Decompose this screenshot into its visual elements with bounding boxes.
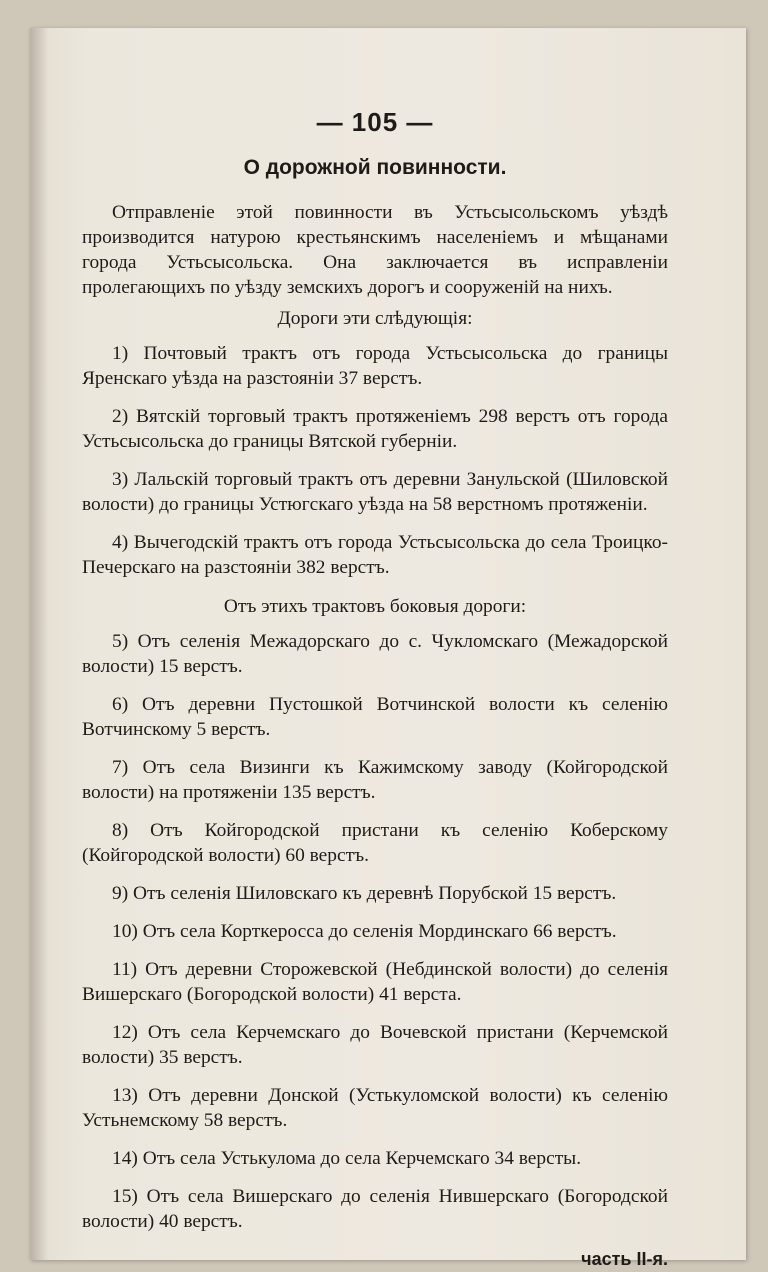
- road-item: 2) Вятскій торговый трактъ протяженіемъ 298 верстъ отъ города Устьсысольска до границы Вятской губерніи.: [82, 406, 668, 452]
- side-road-item: 5) Отъ селенія Межадорскаго до с. Чукломскаго (Межадорской волости) 15 верстъ.: [82, 631, 668, 677]
- side-road-item: 6) Отъ деревни Пустошкой Вотчинской волости къ селенію Вотчинскому 5 верстъ.: [82, 694, 668, 740]
- side-road-item: 10) Отъ села Корткеросса до селенія Мординскаго 66 верстъ.: [112, 921, 617, 942]
- page-content: [82, 107, 668, 1272]
- section-heading: О дорожной повинности.: [243, 156, 507, 179]
- page-number: — 105 —: [316, 107, 434, 137]
- side-road-item: 9) Отъ селенія Шиловскаго къ деревнѣ Порубской 15 верстъ.: [112, 883, 617, 904]
- side-roads-subheading: Отъ этихъ трактовъ боковыя дороги:: [223, 596, 527, 617]
- road-item: 3) Лальскій торговый трактъ отъ деревни Занульской (Шиловской волости) до границы Устюгскаго уѣзда на 58 верстномъ протяженіи.: [82, 469, 668, 515]
- book-page: [30, 28, 746, 1269]
- side-road-item: 12) Отъ села Керчемскаго до Вочевской пристани (Керчемской волости) 35 верстъ.: [82, 1022, 668, 1068]
- side-road-item: 7) Отъ села Визинги къ Кажимскому заводу (Койгородской волости) на протяженіи 135 верстъ.: [82, 757, 668, 803]
- side-road-item: 11) Отъ деревни Сторожевской (Небдинской волости) до селенія Вишерскаго (Богородской волости) 41 верста.: [82, 959, 668, 1005]
- roads-subheading: Дороги эти слѣдующія:: [277, 308, 473, 329]
- signature-mark: часть II-я.: [581, 1249, 668, 1269]
- road-item: 1) Почтовый трактъ отъ города Устьсысольска до границы Яренскаго уѣзда на разстояніи 37 верстъ.: [82, 343, 668, 389]
- intro-paragraph: Отправленіе этой повинности въ Устьсысольскомъ уѣздѣ производится натурою крестьянскимъ населеніемъ и мѣщанами города Устьсысольска. Она заключается въ исправленіи пролегающихъ по уѣзду земскихъ дорогъ и сооруженій на нихъ.: [82, 202, 668, 298]
- side-road-item: 15) Отъ села Вишерскаго до селенія Нившерскаго (Богородской волости) 40 верстъ.: [82, 1186, 668, 1232]
- side-road-item: 8) Отъ Койгородской пристани къ селенію Коберскому (Койгородской волости) 60 верстъ.: [82, 820, 668, 866]
- side-road-item: 14) Отъ села Устькулома до села Керчемскаго 34 версты.: [112, 1148, 582, 1169]
- side-road-item: 13) Отъ деревни Донской (Устькуломской волости) къ селенію Устьнемскому 58 верстъ.: [82, 1085, 668, 1131]
- road-item: 4) Вычегодскій трактъ отъ города Устьсысольска до села Троицко-Печерскаго на разстояніи 382 верстъ.: [82, 532, 668, 578]
